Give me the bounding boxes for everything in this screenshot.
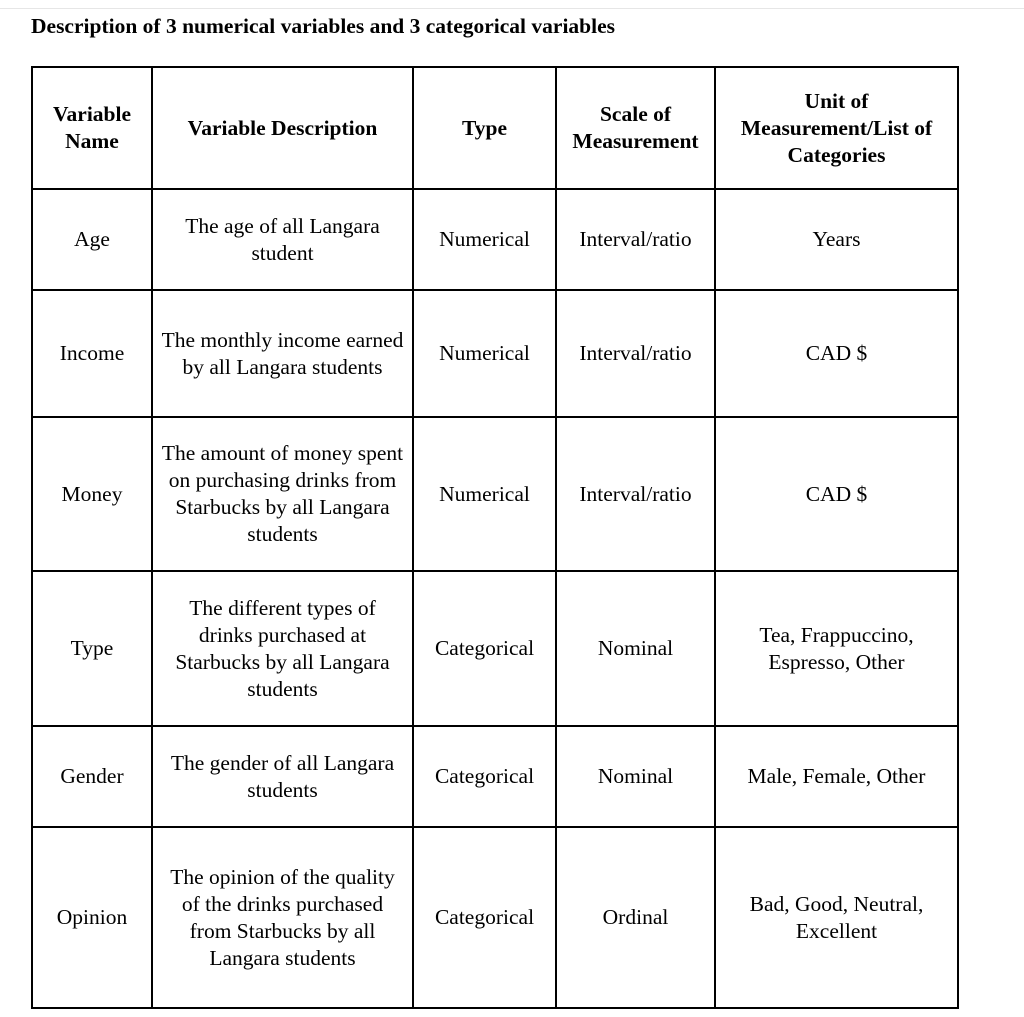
header-unit: Unit of Measurement/List of Categories bbox=[715, 67, 958, 189]
header-variable-name: Variable Name bbox=[32, 67, 152, 189]
cell-type: Categorical bbox=[413, 571, 556, 726]
cell-type: Numerical bbox=[413, 189, 556, 290]
header-type: Type bbox=[413, 67, 556, 189]
variables-table bbox=[31, 66, 959, 1009]
cell-variable-description: The different types of drinks purchased at Starbucks by all Langara students bbox=[152, 571, 413, 726]
table-row bbox=[32, 827, 958, 1008]
cell-type: Categorical bbox=[413, 827, 556, 1008]
cell-variable-name: Gender bbox=[32, 726, 152, 827]
header-scale: Scale of Measurement bbox=[556, 67, 715, 189]
page-title: Description of 3 numerical variables and 3 categorical variables bbox=[31, 14, 616, 38]
cell-unit: CAD $ bbox=[715, 290, 958, 417]
cell-unit: CAD $ bbox=[715, 417, 958, 571]
cell-type: Numerical bbox=[413, 417, 556, 571]
top-divider bbox=[0, 8, 1024, 9]
cell-type: Numerical bbox=[413, 290, 556, 417]
cell-variable-description: The opinion of the quality of the drinks purchased from Starbucks by all Langara students bbox=[152, 827, 413, 1008]
cell-scale: Interval/ratio bbox=[556, 417, 715, 571]
table-row bbox=[32, 571, 958, 726]
cell-scale: Interval/ratio bbox=[556, 290, 715, 417]
cell-variable-description: The age of all Langara student bbox=[152, 189, 413, 290]
cell-scale: Ordinal bbox=[556, 827, 715, 1008]
cell-unit: Years bbox=[715, 189, 958, 290]
cell-variable-name: Age bbox=[32, 189, 152, 290]
header-variable-description: Variable Description bbox=[152, 67, 413, 189]
cell-unit: Tea, Frappuccino, Espresso, Other bbox=[715, 571, 958, 726]
table-header-row bbox=[32, 67, 958, 189]
cell-variable-description: The monthly income earned by all Langara students bbox=[152, 290, 413, 417]
table-row bbox=[32, 189, 958, 290]
cell-variable-description: The amount of money spent on purchasing drinks from Starbucks by all Langara students bbox=[152, 417, 413, 571]
cell-variable-name: Type bbox=[32, 571, 152, 726]
cell-type: Categorical bbox=[413, 726, 556, 827]
table-row bbox=[32, 290, 958, 417]
cell-variable-name: Money bbox=[32, 417, 152, 571]
cell-scale: Nominal bbox=[556, 726, 715, 827]
cell-variable-name: Income bbox=[32, 290, 152, 417]
cell-unit: Bad, Good, Neutral, Excellent bbox=[715, 827, 958, 1008]
cell-scale: Nominal bbox=[556, 571, 715, 726]
table-row bbox=[32, 417, 958, 571]
cell-variable-description: The gender of all Langara students bbox=[152, 726, 413, 827]
cell-variable-name: Opinion bbox=[32, 827, 152, 1008]
table-row bbox=[32, 726, 958, 827]
cell-unit: Male, Female, Other bbox=[715, 726, 958, 827]
cell-scale: Interval/ratio bbox=[556, 189, 715, 290]
